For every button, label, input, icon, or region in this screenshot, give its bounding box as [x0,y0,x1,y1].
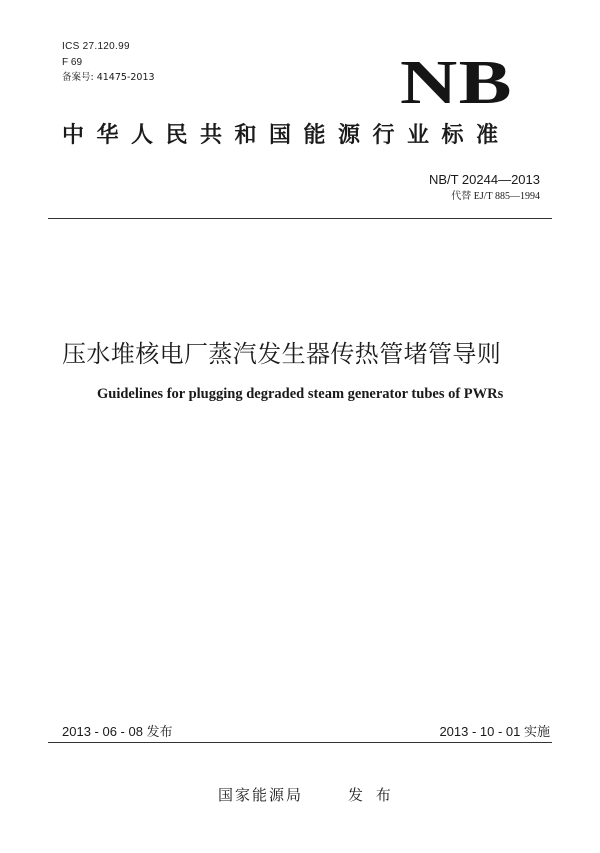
publisher-name: 国家能源局 [218,786,304,804]
top-divider [48,218,552,219]
ccs-code: F 69 [62,57,83,68]
standard-number: NB/T 20244—2013 [428,172,540,187]
replaces-standard: 代替 EJ/T 885—1994 [451,191,540,202]
issue-date: 2013 - 06 - 08 发布 [62,724,173,739]
implementation-date: 2013 - 10 - 01 实施 [439,724,550,739]
nb-logo: NB [400,49,513,117]
standard-organization-title: 中华人民共和国能源行业标准 [62,123,511,148]
document-title-chinese: 压水堆核电厂蒸汽发生器传热管堵管导则 [62,340,502,368]
publish-label: 发 布 [348,786,395,804]
document-title-english: Guidelines for plugging degraded steam generator tubes of PWRs [97,386,504,402]
bottom-divider [48,742,552,743]
ics-code: ICS 27.120.99 [62,41,130,52]
filing-number: 备案号: 41475-2013 [62,72,155,83]
